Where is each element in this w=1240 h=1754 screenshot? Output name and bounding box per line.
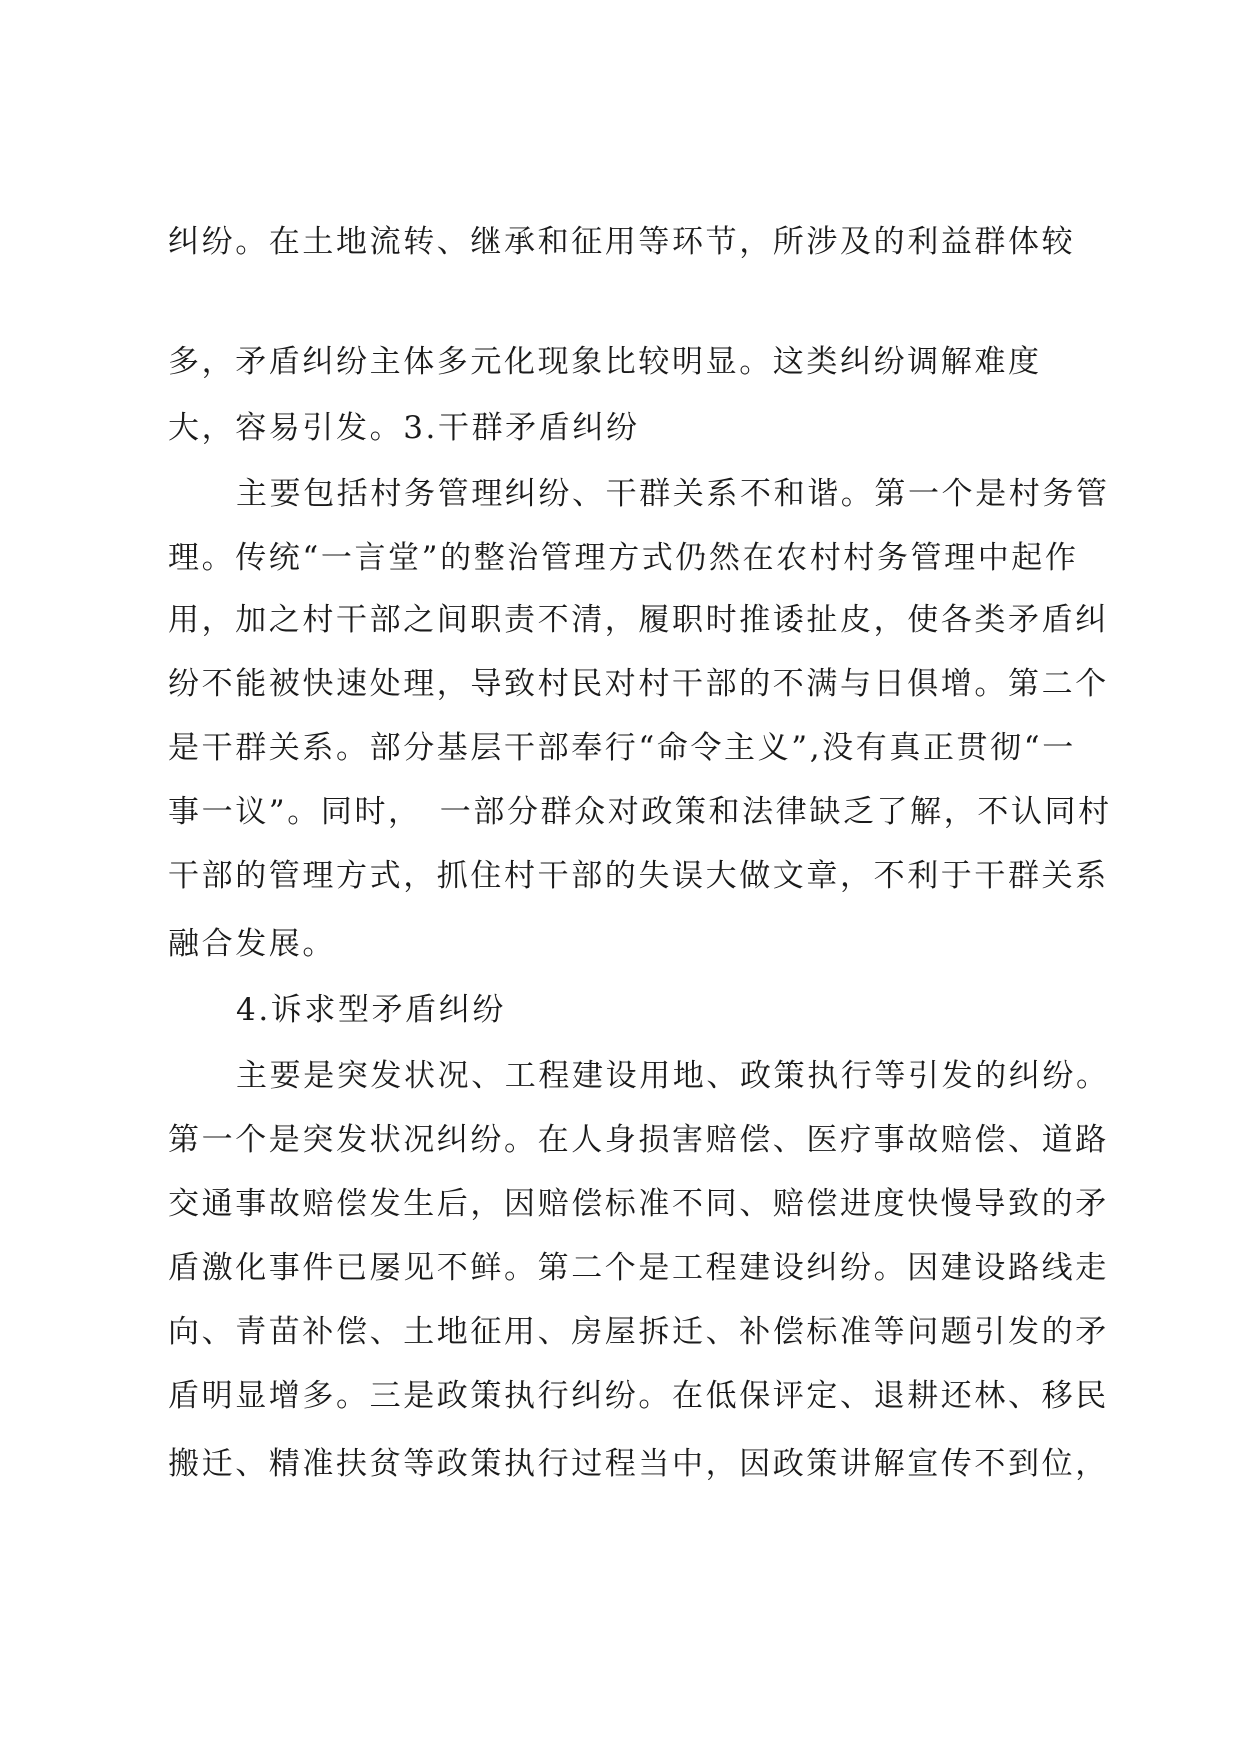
- text-line: 纠纷。在土地流转、继承和征用等环节，所涉及的利益群体较: [168, 224, 1076, 260]
- text-line: 盾明显增多。三是政策执行纠纷。在低保评定、退耕还林、移民: [168, 1378, 1109, 1414]
- paragraph-first-line: 主要包括村务管理纠纷、干群关系不和谐。第一个是村务管: [236, 476, 1110, 512]
- text-line: 理。传统“一言堂”的整治管理方式仍然在农村村务管理中起作: [168, 540, 1079, 576]
- text-line: 干部的管理方式，抓住村干部的失误大做文章，不利于干群关系: [168, 858, 1109, 894]
- text-line: 向、青苗补偿、土地征用、房屋拆迁、补偿标准等问题引发的矛: [168, 1314, 1109, 1350]
- text-line: 多，矛盾纠纷主体多元化现象比较明显。这类纠纷调解难度: [168, 344, 1042, 380]
- text-line: 交通事故赔偿发生后，因赔偿标准不同、赔偿进度快慢导致的矛: [168, 1186, 1109, 1222]
- paragraph-first-line: 主要是突发状况、工程建设用地、政策执行等引发的纠纷。: [236, 1058, 1110, 1094]
- text-line: 大，容易引发。3.干群矛盾纠纷: [168, 410, 640, 446]
- text-line: 盾激化事件已屡见不鲜。第二个是工程建设纠纷。因建设路线走: [168, 1250, 1109, 1286]
- text-line: 搬迁、精准扶贫等政策执行过程当中，因政策讲解宣传不到位，: [168, 1446, 1109, 1482]
- text-line: 事一议”。同时， 一部分群众对政策和法律缺乏了解，不认同村: [168, 794, 1112, 830]
- text-line: 用，加之村干部之间职责不清，履职时推诿扯皮，使各类矛盾纠: [168, 602, 1109, 638]
- text-line: 纷不能被快速处理，导致村民对村干部的不满与日俱增。第二个: [168, 666, 1109, 702]
- text-line: 融合发展。: [168, 926, 336, 962]
- section-heading: 4.诉求型矛盾纠纷: [236, 992, 506, 1028]
- text-line: 第一个是突发状况纠纷。在人身损害赔偿、医疗事故赔偿、道路: [168, 1122, 1109, 1158]
- text-line: 是干群关系。部分基层干部奉行“命令主义”,没有真正贯彻“一: [168, 730, 1076, 766]
